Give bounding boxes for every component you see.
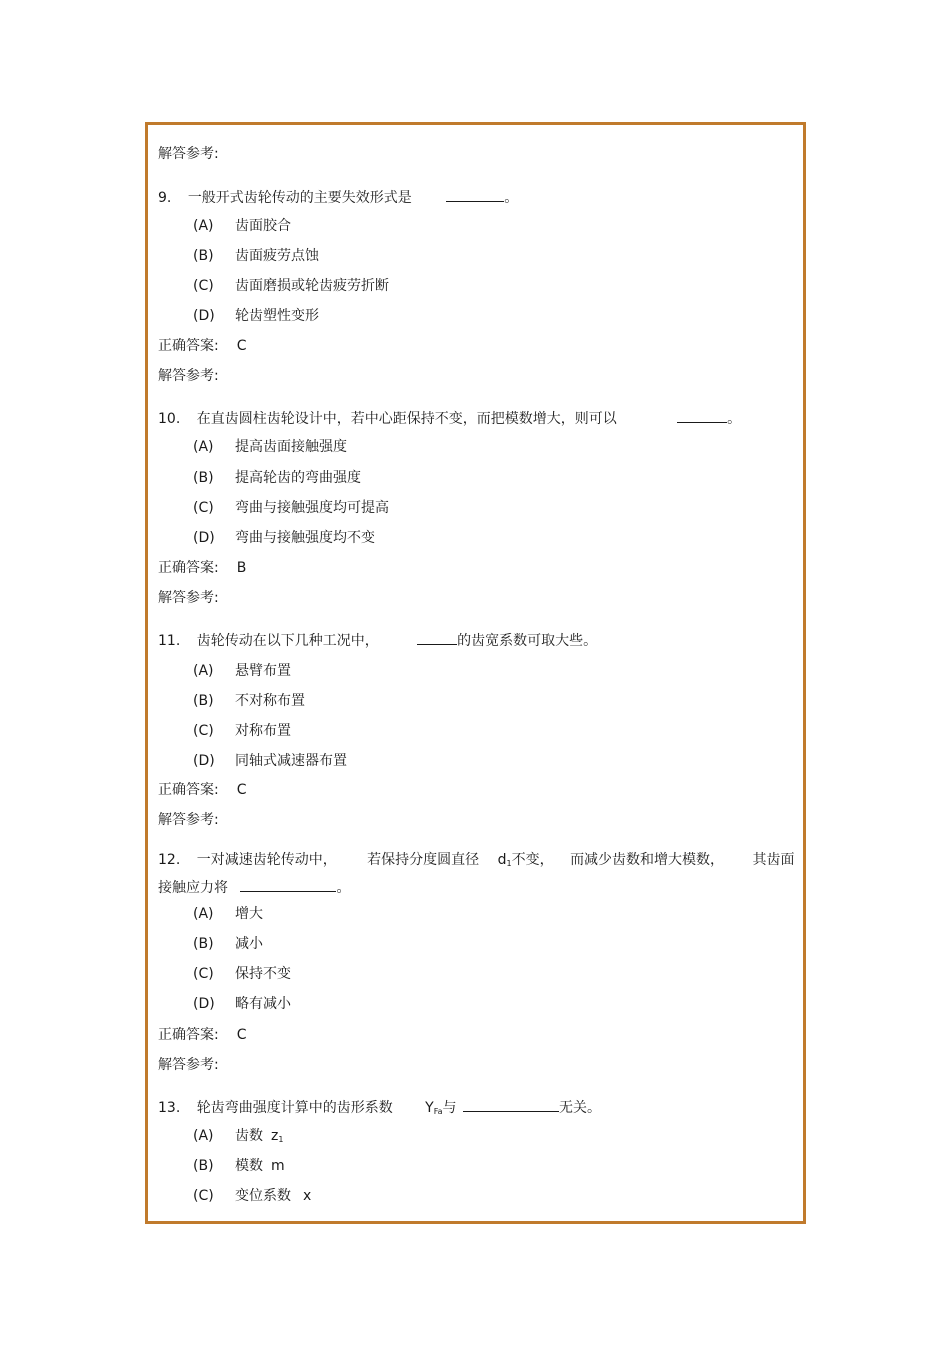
answer-blank xyxy=(463,1097,559,1112)
question-text: 一对减速齿轮传动中， xyxy=(196,852,337,868)
question-text: 在直齿圆柱齿轮设计中，若中心距保持不变，而把模数增大，则可以 xyxy=(196,411,617,427)
question-text-end: 。 xyxy=(336,880,351,896)
question-text-end: 无关。 xyxy=(558,1100,601,1116)
question-text-end: 的齿宽系数可取大些。 xyxy=(457,633,598,649)
correct-answer-value: C xyxy=(236,782,247,798)
correct-answer-value: C xyxy=(236,1027,247,1043)
question-text: 接触应力将 xyxy=(158,880,228,896)
answer-blank xyxy=(677,408,727,423)
question-13 xyxy=(158,1097,601,1121)
question-number: 13. xyxy=(158,1100,181,1116)
correct-answer: 正确答案: C xyxy=(158,782,247,798)
question-text: 一般开式齿轮传动的主要失效形式是 xyxy=(187,190,412,206)
question-text: 与 xyxy=(442,1100,457,1116)
question-number: 12. xyxy=(158,852,181,868)
question-11 xyxy=(158,630,597,650)
variable-d: $d_1$ xyxy=(497,852,512,868)
correct-answer: 正确答案: C xyxy=(158,1027,247,1043)
correct-answer: 正确答案: B xyxy=(158,560,247,576)
answer-ref-label: 解答参考: xyxy=(158,590,219,606)
answer-blank xyxy=(417,630,457,645)
variable-yfa: $Y_{Fa}$ xyxy=(425,1100,443,1116)
question-9 xyxy=(158,187,518,207)
question-text: 齿轮传动在以下几种工况中， xyxy=(196,633,379,649)
question-text-end: 。 xyxy=(727,411,742,427)
question-text-end: 。 xyxy=(504,190,519,206)
answer-ref-label: 解答参考: xyxy=(158,146,219,162)
answer-ref-label: 解答参考: xyxy=(158,368,219,384)
question-text: 而减少齿数和增大模数， xyxy=(570,852,725,868)
answer-blank xyxy=(240,877,336,892)
question-number: 10. xyxy=(158,411,181,427)
correct-answer: 正确答案: C xyxy=(158,338,247,354)
question-number: 9. xyxy=(158,190,172,206)
answer-blank xyxy=(446,187,504,202)
question-text: 其齿面 xyxy=(752,852,795,868)
question-number: 11. xyxy=(158,633,181,649)
answer-ref-label: 解答参考: xyxy=(158,812,219,828)
correct-answer-value: C xyxy=(236,338,247,354)
correct-answer-value: B xyxy=(236,560,247,576)
question-text: 若保持分度圆直径 xyxy=(367,852,480,868)
question-12-line-2 xyxy=(158,877,350,897)
answer-ref-label: 解答参考: xyxy=(158,1057,219,1073)
question-text: 轮齿弯曲强度计算中的齿形系数 xyxy=(196,1100,393,1116)
question-12 xyxy=(158,851,795,873)
question-10 xyxy=(158,408,741,428)
question-text: 不变， xyxy=(511,852,554,868)
